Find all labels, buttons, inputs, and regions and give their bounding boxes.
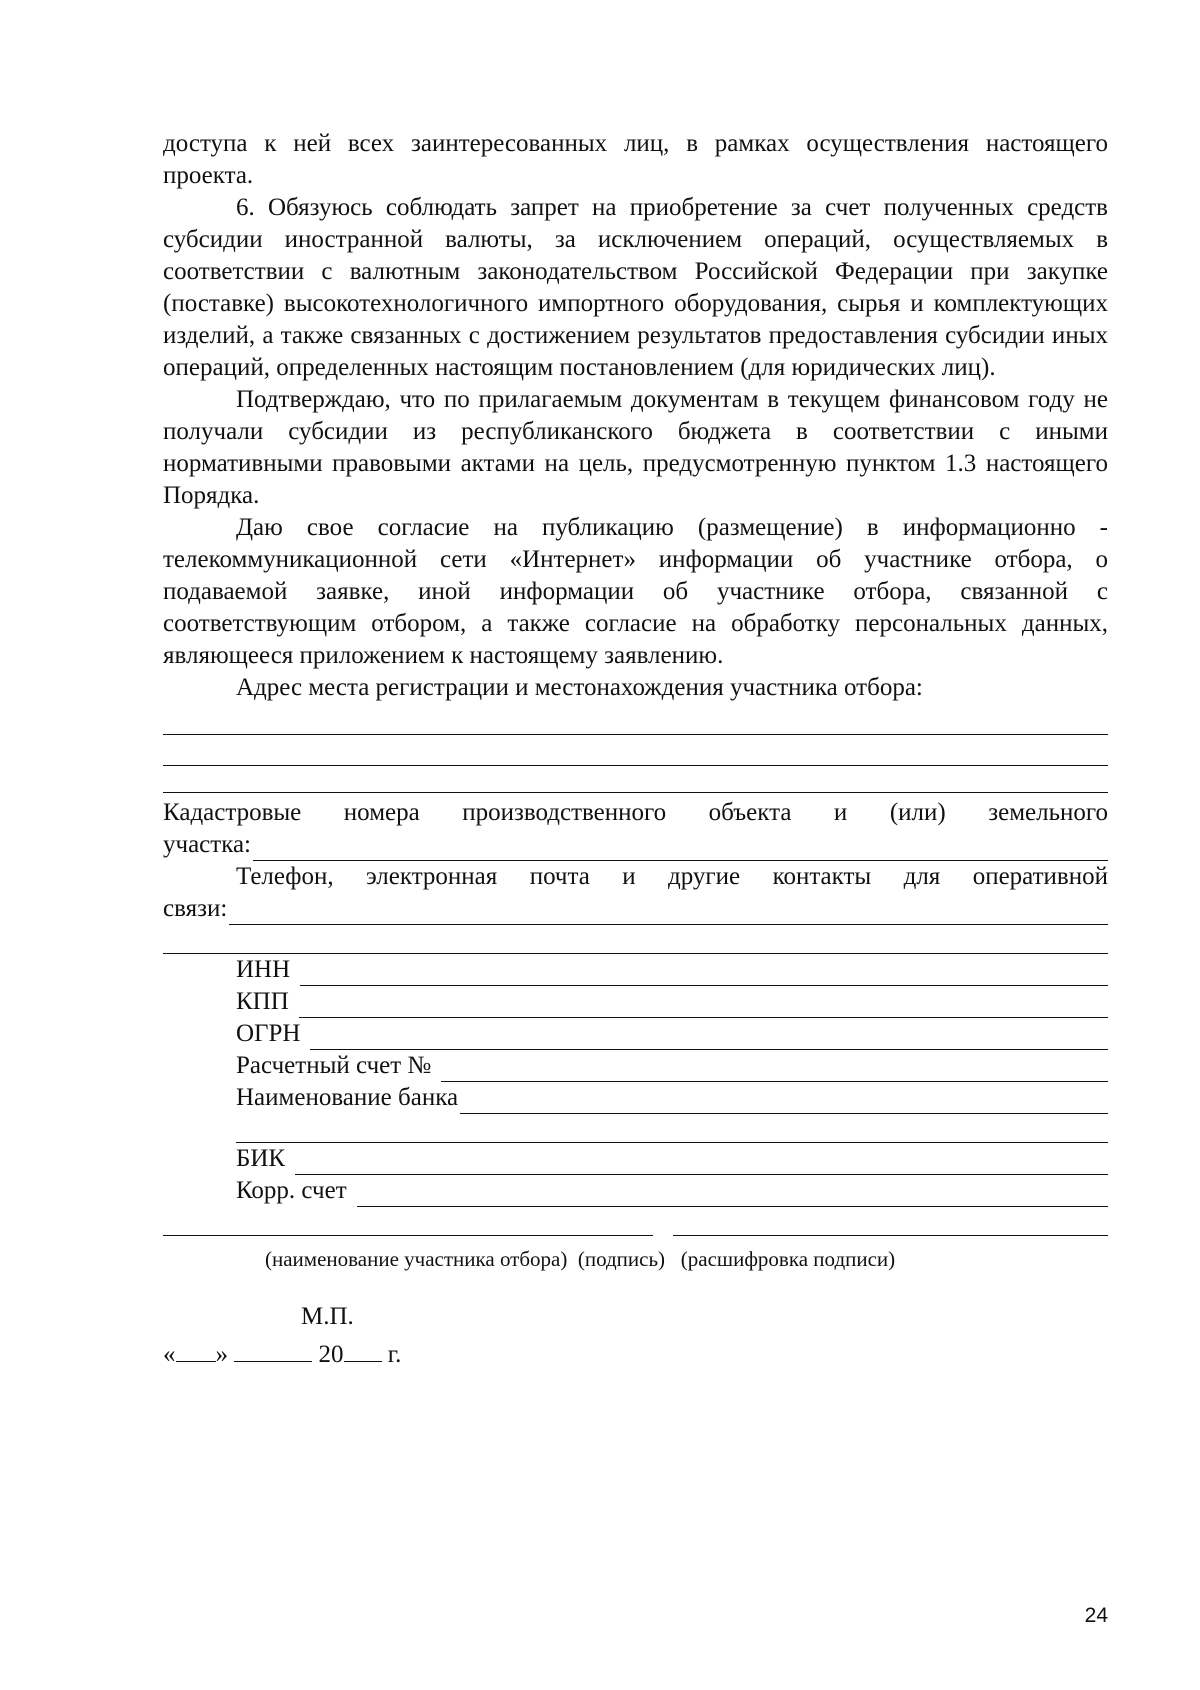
cadastral-label: участка: xyxy=(163,831,252,858)
address-line-3 xyxy=(163,766,1108,793)
cadastral-line xyxy=(253,836,1108,861)
bank-label: Наименование банка xyxy=(236,1084,459,1111)
paragraph-continuation: доступа к ней всех заинтересованных лиц, в рамках осуществления настоящего проекта. xyxy=(163,130,1108,189)
paragraph-cadastral: Кадастровые номера производственного объекта и (или) земельного xyxy=(163,799,1108,826)
contacts-field xyxy=(163,893,1108,925)
bank-line xyxy=(460,1089,1108,1114)
contacts-line xyxy=(229,900,1108,925)
date-suffix: г. xyxy=(381,1341,402,1368)
document-body xyxy=(163,128,1108,1371)
contacts-label: связи: xyxy=(163,895,228,922)
ogrn-field xyxy=(163,1018,1108,1050)
bank-line-2 xyxy=(236,1114,1108,1143)
address-line-2 xyxy=(163,735,1108,766)
date-line xyxy=(163,1337,1108,1371)
contacts-line-2 xyxy=(163,925,1108,954)
corr-label: Корр. счет xyxy=(236,1177,347,1204)
inn-label: ИНН xyxy=(236,956,291,983)
signature-lines xyxy=(163,1213,1108,1243)
ogrn-line xyxy=(310,1025,1108,1050)
date-year-blank xyxy=(344,1337,382,1362)
participant-name-line xyxy=(163,1235,653,1236)
date-quote-close: » xyxy=(215,1341,235,1368)
paragraph-contacts: Телефон, электронная почта и другие контакты для оперативной xyxy=(236,863,1108,890)
corr-line xyxy=(357,1182,1108,1207)
inn-field xyxy=(163,954,1108,986)
address-line-1 xyxy=(163,704,1108,735)
paragraph-confirmation: Подтверждаю, что по прилагаемым документам в текущем финансовом году не получали субсидии из республиканского бюджета в соответствии с иными нормативными правовыми актами на цель, предусмотренную пунктом 1.3 настоящего Порядка. xyxy=(163,386,1108,509)
bank-field xyxy=(163,1082,1108,1114)
bik-label: БИК xyxy=(236,1145,286,1172)
kpp-line xyxy=(299,993,1108,1018)
date-day-blank xyxy=(176,1337,216,1362)
kpp-field xyxy=(163,986,1108,1018)
signature-captions: (наименование участника отбора) (подпись) (расшифровка подписи) xyxy=(265,1247,896,1271)
date-year-prefix: 20 xyxy=(312,1341,344,1368)
signature-line xyxy=(673,1235,1108,1236)
stamp-place: М.П. xyxy=(301,1303,354,1330)
page-number: 24 xyxy=(1084,1604,1108,1627)
corr-field xyxy=(163,1175,1108,1207)
cadastral-field xyxy=(163,829,1108,861)
date-quote-open: « xyxy=(163,1341,176,1368)
paragraph-currency-ban: 6. Обязуюсь соблюдать запрет на приобретение за счет полученных средств субсидии иностранной валюты, за исключением операций, осуществляемых в соответствии с валютным законодательством Российской Федерации при закупке (поставке) высокотехнологичного импортного оборудования, сырья и комплектующих изделий, а также связанных с достижением результатов предоставления субсидии иных операций, определенных настоящим постановлением (для юридических лиц). xyxy=(163,194,1108,381)
account-field xyxy=(163,1050,1108,1082)
inn-line xyxy=(300,961,1108,986)
kpp-label: КПП xyxy=(236,988,289,1015)
date-month-blank xyxy=(234,1337,312,1362)
account-label: Расчетный счет № xyxy=(236,1052,432,1079)
ogrn-label: ОГРН xyxy=(236,1020,301,1047)
paragraph-address-label: Адрес места регистрации и местонахождения участника отбора: xyxy=(236,674,923,701)
bik-line xyxy=(295,1150,1108,1175)
account-line xyxy=(441,1057,1108,1082)
paragraph-consent: Даю свое согласие на публикацию (размещение) в информационно - телекоммуникационной сети «Интернет» информации об участнике отбора, о подаваемой заявке, иной информации об участнике отбора, связанной с соответствующим отбором, а также согласие на обработку персональных данных, являющееся приложением к настоящему заявлению. xyxy=(163,514,1108,669)
bik-field xyxy=(163,1143,1108,1175)
